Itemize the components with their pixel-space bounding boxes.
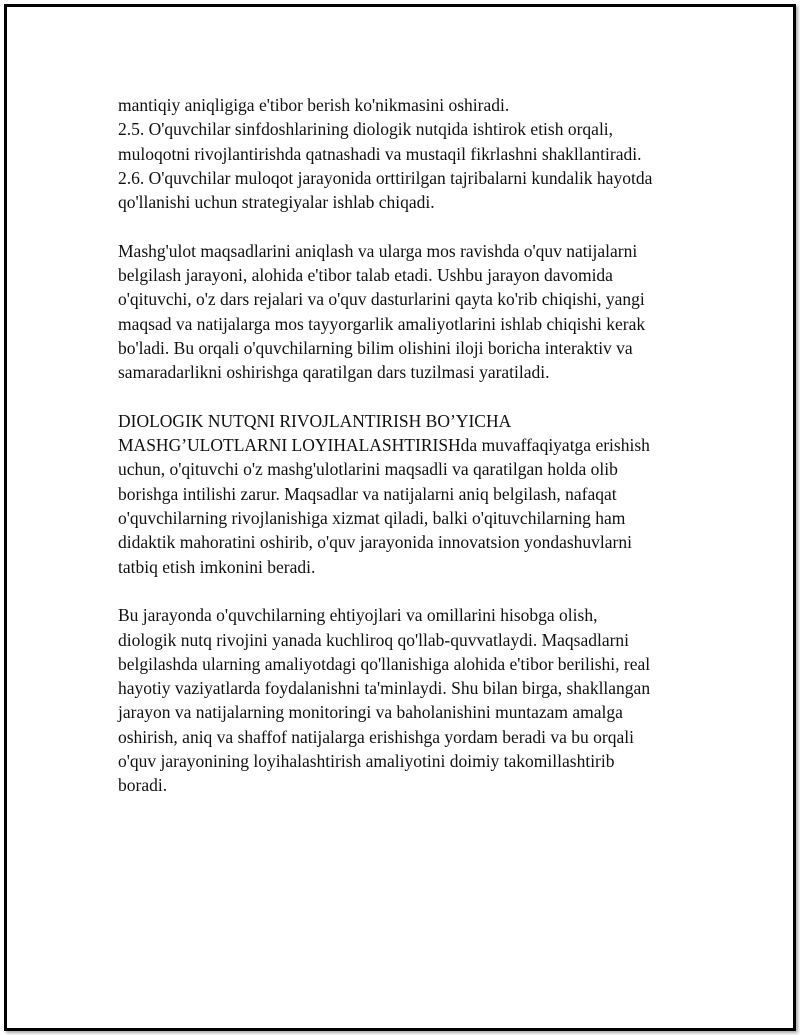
paragraph-spacer — [118, 214, 698, 238]
text-line: bo'ladi. Bu orqali o'quvchilarning bilim olishini iloji boricha interaktiv va — [118, 337, 633, 358]
text-line: diologik nutq rivojini yanada kuchliroq qo'llab-quvvatlaydi. Maqsadlarni — [118, 629, 630, 650]
text-line: mantiqiy aniqligiga e'tibor berish ko'nikmasini oshiradi. — [118, 95, 510, 115]
text-line: Mashg'ulot maqsadlarini aniqlash va ularga mos ravishda o'quv natijalarni — [118, 240, 638, 261]
text-line: o'qituvchi, o'z dars rejalari va o'quv dasturlarini qayta ko'rib chiqishi, yangi — [118, 289, 645, 310]
paragraph-1 — [118, 93, 698, 214]
text-line: o'quv jarayonining loyihalashtirish amaliyotini doimiy takomillashtirib — [118, 751, 615, 772]
text-line: qo'llanishi uchun strategiyalar ishlab chiqadi. — [118, 192, 435, 213]
text-line: muloqotni rivojlantirishda qatnashadi va mustaqil fikrlashni shakllantiradi. — [118, 143, 642, 164]
text-line: oshirish, aniq va shaffof natijalarga erishishga yordam beradi va bu orqali — [118, 726, 634, 747]
text-line: jarayon va natijalarning monitoringi va baholanishini muntazam amalga — [118, 702, 623, 723]
paragraph-3 — [118, 409, 698, 579]
paragraph-2 — [118, 239, 698, 385]
text-line: samaradarlikni oshirishga qaratilgan dars tuzilmasi yaratiladi. — [118, 362, 550, 383]
text-line: belgilashda ularning amaliyotdagi qo'llanishiga alohida e'tibor berilishi, real — [118, 653, 651, 674]
text-line: uchun, o'qituvchi o'z mashg'ulotlarini maqsadli va qaratilgan holda olib — [118, 459, 618, 480]
text-line: DIOLOGIK NUTQNI RIVOJLANTIRISH BO’YICHA — [118, 410, 512, 431]
text-line: 2.6. O'quvchilar muloqot jarayonida orttirilgan tajribalarni kundalik hayotda — [118, 167, 653, 188]
text-line: MASHG’ULOTLARNI LOYIHALASHTIRISHda muvaffaqiyatga erishish — [118, 435, 650, 456]
paragraph-spacer — [118, 385, 698, 409]
text-line: 2.5. O'quvchilar sinfdoshlarining diologik nutqida ishtirok etish orqali, — [118, 119, 614, 140]
text-line: hayotiy vaziyatlarda foydalanishni ta'minlaydi. Shu bilan birga, shakllangan — [118, 678, 651, 699]
paragraph-4 — [118, 603, 698, 797]
text-line: belgilash jarayoni, alohida e'tibor talab etadi. Ushbu jarayon davomida — [118, 265, 613, 286]
text-line: tatbiq etish imkonini beradi. — [118, 556, 316, 577]
text-line: didaktik mahoratini oshirib, o'quv jarayonida innovatsion yondashuvlarni — [118, 532, 632, 553]
text-line: maqsad va natijalarga mos tayyorgarlik amaliyotlarini ishlab chiqishi kerak — [118, 313, 646, 334]
text-line: boradi. — [118, 775, 168, 796]
text-line: borishga intilishi zarur. Maqsadlar va natijalarni aniq belgilash, nafaqat — [118, 483, 617, 504]
paragraph-spacer — [118, 579, 698, 603]
text-line: Bu jarayonda o'quvchilarning ehtiyojlari va omillarini hisobga olish, — [118, 605, 598, 626]
text-line: o'quvchilarning rivojlanishiga xizmat qiladi, balki o'qituvchilarning ham — [118, 508, 626, 529]
document-body — [118, 93, 698, 798]
